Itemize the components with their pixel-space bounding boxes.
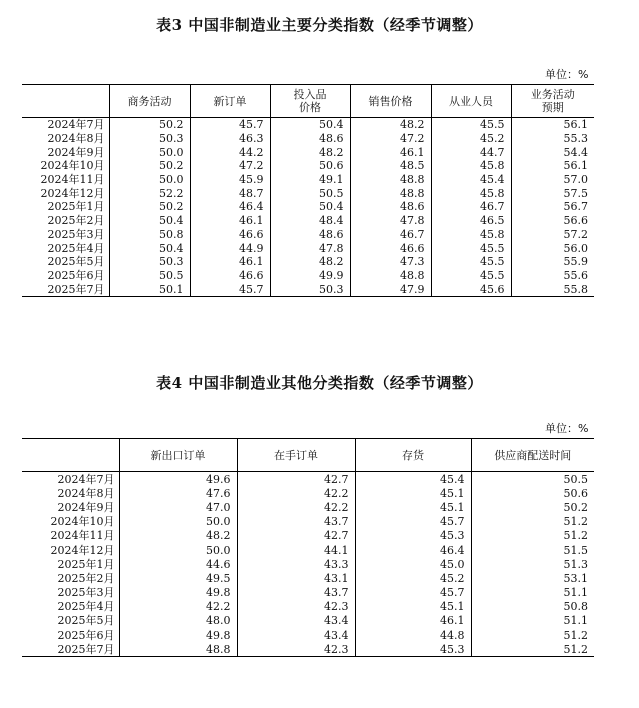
table3-value-cell: 45.9 [190,173,270,187]
table4-row [22,642,594,657]
table3-value-cell: 45.5 [431,269,511,283]
table3-value-cell: 45.8 [431,228,511,242]
table3-month-cell: 2025年6月 [47,268,105,282]
table4-header-cell [22,439,119,472]
table4-title: 表4 中国非制造业其他分类指数（经季节调整） [156,374,483,392]
table4-value-cell: 43.4 [237,614,355,628]
table3-main-indices [22,84,594,297]
table3-value-cell: 46.6 [190,228,270,242]
table4-value-cell: 47.0 [119,500,237,514]
table4-value-cell: 42.2 [237,500,355,514]
table3-value-cell: 45.2 [431,132,511,146]
table3-row [22,159,594,173]
table3-value-cell: 47.8 [350,214,431,228]
table3-value-cell: 46.7 [431,200,511,214]
table3-row [22,173,594,187]
table4-value-cell: 42.3 [237,600,355,614]
table4-row [22,515,594,529]
table4-value-cell: 51.2 [471,515,594,529]
table4-value-cell: 43.3 [237,557,355,571]
table4-value-cell: 44.1 [237,543,355,557]
table4-unit-label: 单位：% [545,422,589,435]
table3-value-cell: 45.8 [431,159,511,173]
table3-row [22,118,594,132]
table3-value-cell: 47.8 [270,241,350,255]
table3-value-cell: 50.4 [270,118,350,132]
table4-row [22,628,594,642]
table4-value-cell: 45.4 [355,472,471,487]
table4-month-cell: 2025年6月 [57,628,115,642]
table4-value-cell: 50.8 [471,600,594,614]
table3-value-cell: 45.5 [431,241,511,255]
table4-value-cell: 51.5 [471,543,594,557]
table4-value-cell: 47.6 [119,486,237,500]
table3-value-cell: 49.9 [270,269,350,283]
table4-row [22,557,594,571]
table4-value-cell: 43.7 [237,586,355,600]
table3-value-cell: 49.1 [270,173,350,187]
table3-header-cell: 新订单 [190,85,270,118]
table3-value-cell: 48.8 [350,269,431,283]
table4-month-cell: 2024年9月 [57,500,115,514]
table4-row [22,472,594,487]
table3-month-cell: 2025年3月 [47,227,105,241]
table4-month-cell: 2025年3月 [57,586,115,600]
table3-value-cell: 57.0 [511,173,594,187]
table3-value-cell: 46.7 [350,228,431,242]
table4-header-cell: 新出口订单 [119,439,237,472]
table3-value-cell: 55.8 [511,282,594,296]
table4-row [22,500,594,514]
table3-value-cell: 46.1 [190,214,270,228]
table3-month-cell: 2025年2月 [47,214,105,228]
table3-row [22,200,594,214]
table3-value-cell: 45.6 [431,282,511,296]
table3-value-cell: 52.2 [109,186,190,200]
table3-value-cell: 57.5 [511,186,594,200]
table4-value-cell: 42.7 [237,472,355,487]
table3-value-cell: 50.4 [109,241,190,255]
table3-value-cell: 50.2 [109,159,190,173]
table3-value-cell: 48.4 [270,214,350,228]
table3-header-cell: 投入品 价格 [270,85,350,118]
table4-value-cell: 49.5 [119,571,237,585]
table4-row [22,600,594,614]
table4-value-cell: 44.8 [355,628,471,642]
table3-value-cell: 50.2 [109,200,190,214]
table3-month-cell: 2025年1月 [47,200,105,214]
table3-value-cell: 50.3 [270,282,350,296]
table4-row [22,571,594,585]
table4-value-cell: 49.8 [119,628,237,642]
table3-value-cell: 50.2 [109,118,190,132]
table4-value-cell: 45.7 [355,586,471,600]
table3-month-cell: 2025年7月 [47,282,105,296]
table3-value-cell: 45.5 [431,118,511,132]
table3-value-cell: 45.8 [431,186,511,200]
table4-row [22,486,594,500]
table3-value-cell: 56.1 [511,159,594,173]
table4-value-cell: 45.3 [355,529,471,543]
table4-row [22,586,594,600]
table3-unit-label: 单位：% [545,68,589,81]
table4-value-cell: 42.2 [119,600,237,614]
table3-value-cell: 48.8 [350,186,431,200]
table3-value-cell: 50.0 [109,145,190,159]
table3-value-cell: 55.9 [511,255,594,269]
table3-value-cell: 45.4 [431,173,511,187]
table3-value-cell: 48.8 [350,173,431,187]
table4-month-cell: 2025年1月 [57,557,115,571]
table4-value-cell: 48.8 [119,642,237,657]
table3-value-cell: 48.6 [270,228,350,242]
table3-value-cell: 47.2 [350,132,431,146]
table3-value-cell: 47.2 [190,159,270,173]
table4-value-cell: 51.3 [471,557,594,571]
table4-month-cell: 2024年12月 [50,543,115,557]
table3-value-cell: 50.3 [109,255,190,269]
table4-value-cell: 45.7 [355,515,471,529]
table3-value-cell: 46.4 [190,200,270,214]
table4-value-cell: 45.1 [355,500,471,514]
table3-value-cell: 55.3 [511,132,594,146]
table4-row [22,543,594,557]
table4-value-cell: 43.1 [237,571,355,585]
table3-value-cell: 55.6 [511,269,594,283]
table4-month-cell: 2025年2月 [57,571,115,585]
table4-value-cell: 45.0 [355,557,471,571]
table3-title: 表3 中国非制造业主要分类指数（经季节调整） [156,16,483,34]
table3-header-cell: 销售价格 [350,85,431,118]
table3-month-cell: 2024年7月 [47,118,105,132]
table3-value-cell: 44.2 [190,145,270,159]
table3-value-cell: 45.5 [431,255,511,269]
table3-value-cell: 46.1 [190,255,270,269]
table3-row [22,255,594,269]
table3-row [22,228,594,242]
table3-row [22,269,594,283]
table4-month-cell: 2025年4月 [57,600,115,614]
table3-value-cell: 54.4 [511,145,594,159]
table3-row [22,214,594,228]
table4-value-cell: 42.7 [237,529,355,543]
table4-header-cell: 在手订单 [237,439,355,472]
table4-value-cell: 51.2 [471,642,594,657]
table3-header-cell: 商务活动 [109,85,190,118]
table4-month-cell: 2024年8月 [57,486,115,500]
table4-month-cell: 2025年5月 [57,614,115,628]
table3-value-cell: 48.7 [190,186,270,200]
table3-month-cell: 2024年8月 [47,132,105,146]
table4-value-cell: 45.2 [355,571,471,585]
table3-row [22,282,594,296]
table3-month-cell: 2025年5月 [47,255,105,269]
table3-value-cell: 48.2 [270,255,350,269]
table4-value-cell: 48.2 [119,529,237,543]
table3-value-cell: 47.9 [350,282,431,296]
table4-value-cell: 43.4 [237,628,355,642]
table3-month-cell: 2025年4月 [47,241,105,255]
table4-value-cell: 49.6 [119,472,237,487]
table3-value-cell: 56.7 [511,200,594,214]
table4-value-cell: 50.0 [119,543,237,557]
table3-value-cell: 50.5 [270,186,350,200]
table3-header-cell: 从业人员 [431,85,511,118]
table3-value-cell: 48.2 [270,145,350,159]
table3-value-cell: 47.3 [350,255,431,269]
table3-value-cell: 50.6 [270,159,350,173]
table3-value-cell: 57.2 [511,228,594,242]
table3-month-cell: 2024年10月 [40,159,105,173]
table3-value-cell: 48.6 [350,200,431,214]
table3-header-cell: 业务活动 预期 [511,85,594,118]
table4-value-cell: 50.5 [471,472,594,487]
table4-value-cell: 45.1 [355,600,471,614]
table4-month-cell: 2024年11月 [50,529,115,543]
table3-value-cell: 45.7 [190,282,270,296]
table4-value-cell: 50.0 [119,515,237,529]
table4-value-cell: 51.2 [471,529,594,543]
table3-month-cell: 2024年12月 [40,186,105,200]
table3-value-cell: 50.0 [109,173,190,187]
table4-value-cell: 46.4 [355,543,471,557]
table4-other-indices [22,438,594,657]
table3-header-cell [22,85,109,118]
table4-value-cell: 42.3 [237,642,355,657]
table4-value-cell: 44.6 [119,557,237,571]
table3-value-cell: 50.5 [109,269,190,283]
table3-value-cell: 48.5 [350,159,431,173]
table3-value-cell: 56.6 [511,214,594,228]
table3-value-cell: 50.4 [109,214,190,228]
table4-value-cell: 48.0 [119,614,237,628]
table4-value-cell: 51.1 [471,614,594,628]
table3-value-cell: 50.3 [109,132,190,146]
table3-value-cell: 50.1 [109,282,190,296]
table4-value-cell: 42.2 [237,486,355,500]
table4-value-cell: 51.1 [471,586,594,600]
table3-value-cell: 50.8 [109,228,190,242]
table4-month-cell: 2025年7月 [57,642,115,656]
table3-value-cell: 44.9 [190,241,270,255]
table4-header-row [22,439,594,472]
table3-row [22,186,594,200]
table3-value-cell: 50.4 [270,200,350,214]
table3-row [22,145,594,159]
table4-header-cell: 供应商配送时间 [471,439,594,472]
table4-value-cell: 49.8 [119,586,237,600]
table4-value-cell: 45.1 [355,486,471,500]
table3-value-cell: 46.5 [431,214,511,228]
table3-month-cell: 2024年11月 [40,173,105,187]
table4-value-cell: 50.2 [471,500,594,514]
table4-value-cell: 50.6 [471,486,594,500]
table4-month-cell: 2024年7月 [57,472,115,486]
table3-row [22,132,594,146]
table3-value-cell: 56.0 [511,241,594,255]
table4-value-cell: 53.1 [471,571,594,585]
table4-month-cell: 2024年10月 [50,515,115,529]
table3-row [22,241,594,255]
table3-month-cell: 2024年9月 [47,145,105,159]
table4-row [22,614,594,628]
table4-value-cell: 43.7 [237,515,355,529]
table3-header-row [22,85,594,118]
table3-value-cell: 46.1 [350,145,431,159]
table3-value-cell: 48.6 [270,132,350,146]
table3-value-cell: 46.3 [190,132,270,146]
table4-value-cell: 45.3 [355,642,471,657]
table3-value-cell: 56.1 [511,118,594,132]
table3-value-cell: 44.7 [431,145,511,159]
table4-row [22,529,594,543]
table4-header-cell: 存货 [355,439,471,472]
table4-value-cell: 46.1 [355,614,471,628]
table3-value-cell: 48.2 [350,118,431,132]
table3-value-cell: 46.6 [190,269,270,283]
table3-value-cell: 46.6 [350,241,431,255]
table3-value-cell: 45.7 [190,118,270,132]
table4-value-cell: 51.2 [471,628,594,642]
